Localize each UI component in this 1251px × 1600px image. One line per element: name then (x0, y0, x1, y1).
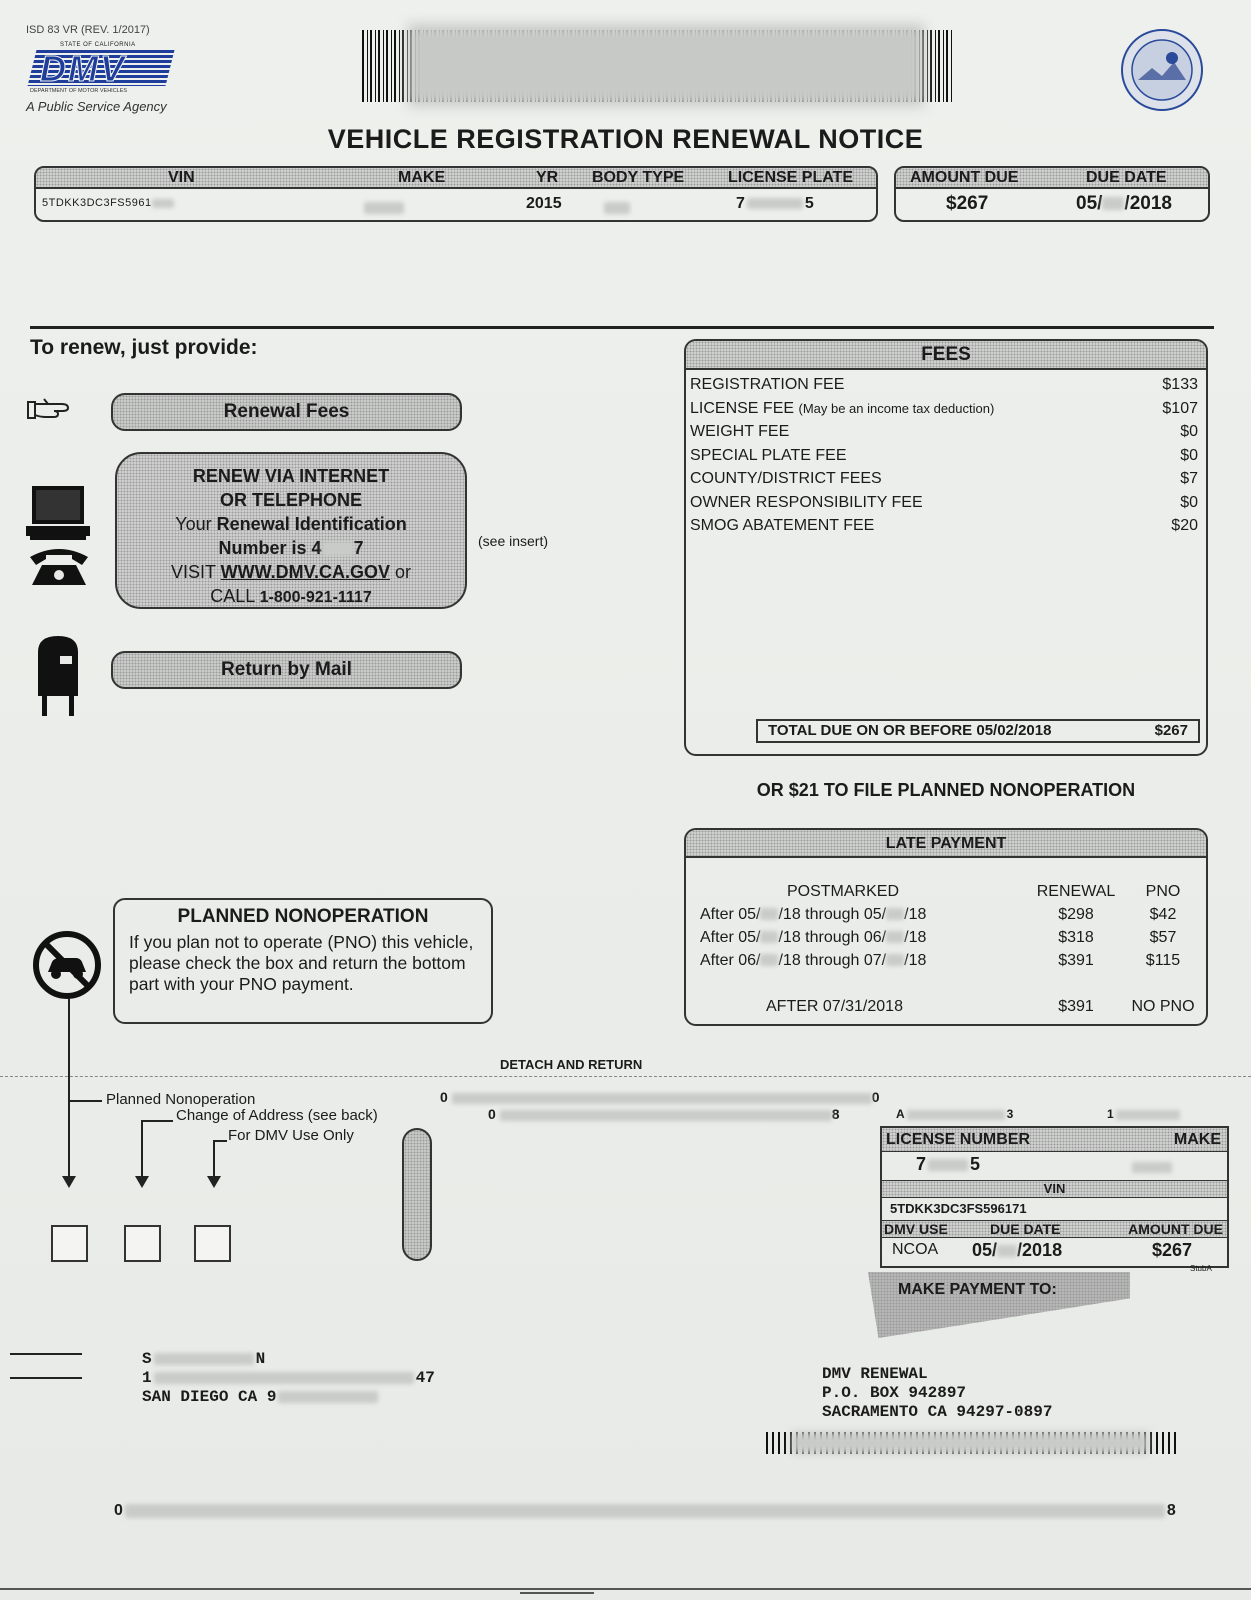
pno-header: PNO (1145, 882, 1181, 900)
stub-due-label: DUE DATE (990, 1221, 1061, 1237)
address-check-label: Change of Address (see back) (176, 1107, 378, 1124)
amount-due-value: $267 (946, 193, 989, 214)
stub-due-value: 05/ /2018 (972, 1240, 1063, 1260)
vehicle-info-box (34, 166, 878, 222)
internet-line2: OR TELEPHONE (219, 490, 362, 510)
postmarked-header: POSTMARKED (786, 882, 899, 900)
amount-due-label: AMOUNT DUE (910, 169, 1019, 186)
dmv-website-link[interactable]: WWW.DMV.CA.GOV (220, 562, 390, 582)
late-after-row: AFTER 07/31/2018 $391 NO PNO (766, 997, 1195, 1015)
stub-vin-label: VIN (882, 1180, 1227, 1198)
dmv-use-checkbox[interactable] (194, 1225, 231, 1262)
stub-slot (402, 1128, 432, 1261)
scan-code-2: 0 8 (488, 1106, 840, 1122)
barcode-redaction (408, 24, 924, 106)
form-id: ISD 83 VR (REV. 1/2017) (26, 24, 150, 36)
rin-number-line: Number is 4 7 (218, 538, 364, 558)
top-barcode (362, 30, 952, 102)
fee-row: COUNTY/DISTRICT FEES $7 (690, 470, 1198, 487)
stub-account-code: A 3 (896, 1107, 1014, 1121)
late-row: After 05/ /18 through 05/ /18 $298 $42 (700, 905, 1177, 923)
stub-info-box (880, 1126, 1229, 1268)
fee-row: SPECIAL PLATE FEE $0 (690, 446, 1198, 464)
pno-check-label: Planned Nonoperation (106, 1091, 256, 1108)
fees-title: FEES (686, 341, 1206, 370)
postal-barcode (766, 1432, 1178, 1454)
plate-value: 7 5 (736, 195, 814, 212)
renewal-fees-label: Renewal Fees (223, 401, 350, 422)
arrow-down-icon (207, 1176, 221, 1188)
payee-line1: DMV RENEWAL (822, 1365, 928, 1383)
owner-street: 1 47 (142, 1369, 435, 1387)
renewal-header: RENEWAL (1036, 882, 1116, 900)
total-due-amount: $267 (1154, 722, 1188, 739)
stub-amount-label: AMOUNT DUE (1128, 1221, 1223, 1237)
fee-row: SMOG ABATEMENT FEE $20 (690, 517, 1198, 534)
stub-make-redacted (1132, 1159, 1172, 1177)
return-by-mail-label: Return by Mail (221, 659, 352, 680)
arrow-down-icon (135, 1176, 149, 1188)
state-label: STATE OF CALIFORNIA (60, 42, 136, 48)
scan-code-1: 0 0 (440, 1089, 880, 1105)
late-row: After 05/ /18 through 06/ /18 $318 $57 (700, 928, 1177, 946)
vin-value: 5TDKK3DC3FS5961 (42, 197, 174, 209)
state-seal-icon (1120, 28, 1204, 112)
change-address-checkbox[interactable] (124, 1225, 161, 1262)
return-by-mail-pill (111, 651, 462, 689)
make-redacted (364, 199, 404, 217)
mailbox-icon (36, 634, 80, 723)
col-license-plate: LICENSE PLATE (728, 169, 854, 186)
detach-line (0, 1076, 1251, 1077)
col-vin: VIN (168, 169, 195, 186)
late-payment-table (700, 880, 1200, 1018)
stub-ref-code: 1 (1107, 1107, 1180, 1121)
owner-name: S N (142, 1350, 266, 1368)
logo-text: DMV (40, 48, 126, 89)
call-line: CALL 1-800-921-1117 (210, 586, 372, 606)
no-car-icon (32, 930, 102, 1005)
stub-plate-value: 7 5 (916, 1154, 981, 1174)
late-payment-box (684, 828, 1208, 1026)
total-due-date: 05/02/2018 (976, 722, 1052, 739)
stub-make-label: MAKE (1173, 1131, 1221, 1148)
due-date-label: DUE DATE (1086, 169, 1167, 186)
see-insert-note: (see insert) (478, 533, 549, 549)
stub-dmv-use-label: DMV USE (884, 1221, 948, 1237)
payee-line3: SACRAMENTO CA 94297-0897 (822, 1403, 1053, 1421)
col-body-type: BODY TYPE (592, 169, 685, 186)
pointing-hand-icon (26, 396, 70, 427)
scan-line: 0 8 (114, 1502, 1176, 1519)
pno-offer: OR $21 TO FILE PLANNED NONOPERATION (756, 780, 1136, 800)
stub-license-label: LICENSE NUMBER (886, 1131, 1031, 1148)
dmv-use-check-label: For DMV Use Only (228, 1127, 354, 1144)
stub-vin-value: 5TDKK3DC3FS596171 (890, 1201, 1027, 1216)
body-type-redacted (604, 199, 630, 217)
due-date-value: 05/ /2018 (1076, 193, 1172, 214)
fees-box (684, 339, 1208, 756)
internet-renew-box (115, 452, 467, 609)
planned-nonop-text: If you plan not to operate (PNO) this vehicle, please check the box and return the bottom part with your PNO payment. (129, 932, 474, 994)
late-row: After 06/ /18 through 07/ /18 $391 $115 (700, 951, 1181, 969)
dmv-logo (26, 42, 196, 117)
total-due-box (756, 719, 1200, 743)
instructions-heading: To renew, just provide: (30, 336, 258, 359)
computer-icon (26, 484, 92, 547)
stub-amount-value: $267 (1152, 1240, 1193, 1260)
planned-nonop-box (113, 898, 493, 1024)
payee-address (822, 1365, 1052, 1422)
fee-list (690, 373, 1198, 538)
fee-row: OWNER RESPONSIBILITY FEE $0 (690, 493, 1198, 511)
fee-row: WEIGHT FEE $0 (690, 423, 1198, 440)
internet-line1: RENEW VIA INTERNET (192, 466, 390, 486)
owner-city: SAN DIEGO CA 9 (142, 1388, 435, 1407)
fee-row: REGISTRATION FEE $133 (690, 376, 1198, 393)
arrow-down-icon (62, 1176, 76, 1188)
pno-checkbox[interactable] (51, 1225, 88, 1262)
stub-dmv-use-value: NCOA (892, 1241, 939, 1258)
section-divider (30, 326, 1214, 329)
stub-code: StubA (1190, 1264, 1212, 1273)
amount-due-box (894, 166, 1210, 222)
late-payment-title: LATE PAYMENT (686, 830, 1206, 858)
col-make: MAKE (398, 169, 446, 186)
total-due-label: TOTAL DUE ON OR BEFORE (768, 722, 973, 739)
col-yr: YR (536, 169, 559, 186)
notice-title: VEHICLE REGISTRATION RENEWAL NOTICE (327, 124, 924, 154)
visit-line: VISIT WWW.DMV.CA.GOV or (170, 562, 412, 582)
owner-address (142, 1350, 435, 1407)
dmv-phone: 1-800-921-1117 (259, 589, 372, 606)
year-value: 2015 (526, 195, 562, 212)
planned-nonop-title: PLANNED NONOPERATION (177, 906, 429, 927)
renewal-fees-pill (111, 393, 462, 431)
payee-line2: P.O. BOX 942897 (822, 1384, 967, 1402)
detach-label: DETACH AND RETURN (500, 1057, 643, 1072)
rin-line: Your Renewal Identification (175, 514, 407, 534)
fee-row: LICENSE FEE (May be an income tax deduction) $107 (690, 399, 1198, 417)
telephone-icon (28, 545, 90, 592)
tagline: A Public Service Agency (26, 99, 167, 114)
dept-label: DEPARTMENT OF MOTOR VEHICLES (30, 88, 128, 94)
make-payment-label: MAKE PAYMENT TO: (898, 1281, 1057, 1298)
